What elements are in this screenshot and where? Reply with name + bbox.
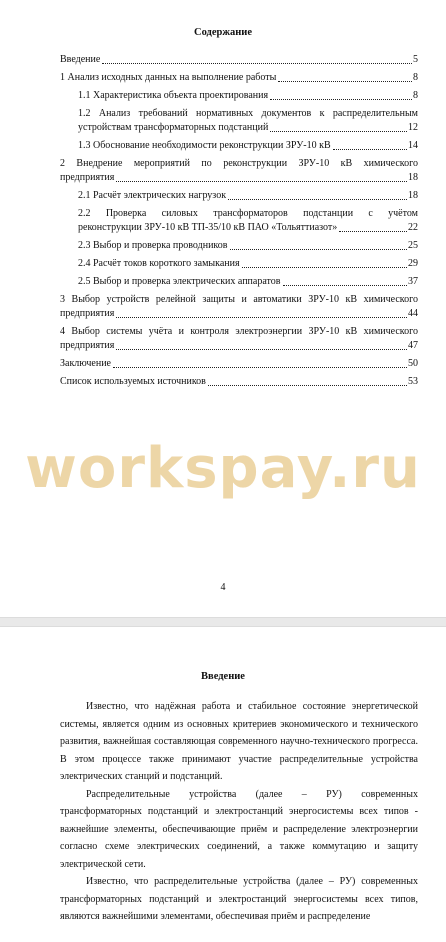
toc-entry[interactable]: [60, 89, 418, 103]
toc-entry[interactable]: [60, 257, 418, 271]
toc-entry-text: 1 Анализ исходных данных на выполнение работы: [60, 72, 277, 83]
toc-entry-text: 2.5 Выбор и проверка электрических аппаратов: [78, 276, 281, 287]
toc-title: Содержание: [194, 27, 252, 38]
toc-entry[interactable]: [60, 157, 418, 185]
toc-leader-dots: [230, 249, 407, 250]
toc-entry-page: 8: [413, 90, 418, 101]
toc-entry-page: 47: [408, 340, 418, 351]
toc-entry-text: 2.4 Расчёт токов короткого замыкания: [78, 258, 240, 269]
paragraph: Известно, что распределительные устройства (далее – РУ) современных трансформаторных подстанций и электростанций энергосистемы всех типов, являются важнейшими элементами, обеспечивая приём и распределение: [60, 876, 418, 922]
toc-leader-dots: [242, 267, 407, 268]
toc-entry-text: 2.3 Выбор и проверка проводников: [78, 240, 228, 251]
toc-entry[interactable]: [60, 139, 418, 153]
toc-leader-dots: [278, 81, 412, 82]
toc-entry[interactable]: [60, 325, 418, 353]
toc-entry-text: Заключение: [60, 358, 111, 369]
table-of-contents: [60, 53, 418, 393]
toc-entry-text: 1.3 Обоснование необходимости реконструкции ЗРУ-10 кВ: [78, 140, 331, 151]
toc-entry-page: 18: [408, 172, 418, 183]
watermark-text: workspay.ru: [25, 436, 421, 501]
toc-entry-page: 12: [408, 122, 418, 133]
toc-entry-text: 2.2 Проверка силовых трансформаторов подстанции с учётом: [78, 208, 418, 219]
toc-entry-text-cont: предприятия: [60, 340, 115, 351]
toc-entry-text: Введение: [60, 54, 101, 65]
toc-entry-page: 22: [408, 222, 418, 233]
toc-entry-text-cont: реконструкции ЗРУ-10 кВ ТП-35/10 кВ ПАО «Тольяттиазот»: [78, 222, 338, 233]
toc-entry-page: 5: [413, 54, 418, 65]
toc-entry-text: 1.2 Анализ требований нормативных документов к распределительным: [78, 108, 418, 119]
toc-entry[interactable]: [60, 275, 418, 289]
toc-entry-page: 37: [408, 276, 418, 287]
toc-leader-dots: [333, 149, 407, 150]
toc-leader-dots: [113, 367, 407, 368]
document-page-introduction: [0, 627, 446, 942]
toc-leader-dots: [228, 199, 407, 200]
toc-entry[interactable]: [60, 53, 418, 67]
toc-entry[interactable]: [60, 293, 418, 321]
toc-entry[interactable]: [60, 375, 418, 389]
page-number: 4: [220, 582, 226, 593]
toc-leader-dots: [270, 131, 407, 132]
toc-entry[interactable]: [60, 207, 418, 235]
paragraph: Известно, что надёжная работа и стабильное состояние энергетической системы, является одним из основных критериев экономического и технического развития, важнейшая составляющая современного научно-технического прогресса. В этом процессе также принимают участие распределительные устройства электрических станций и подстанций.: [60, 701, 418, 782]
toc-leader-dots: [283, 285, 408, 286]
toc-entry-text: 3 Выбор устройств релейной защиты и автоматики ЗРУ-10 кВ химического: [60, 294, 418, 305]
toc-leader-dots: [339, 231, 407, 232]
toc-leader-dots: [116, 317, 407, 318]
toc-entry-page: 29: [408, 258, 418, 269]
toc-entry-text-cont: устройствам трансформаторных подстанций: [78, 122, 269, 133]
toc-entry-page: 50: [408, 358, 418, 369]
toc-entry-text-cont: предприятия: [60, 172, 115, 183]
toc-entry[interactable]: [60, 357, 418, 371]
toc-entry[interactable]: [60, 71, 418, 85]
section-title: Введение: [201, 671, 245, 682]
toc-leader-dots: [116, 349, 407, 350]
toc-entry[interactable]: [60, 239, 418, 253]
toc-entry[interactable]: [60, 107, 418, 135]
toc-leader-dots: [102, 63, 412, 64]
page-separator: [0, 617, 446, 627]
toc-entry-text: 1.1 Характеристика объекта проектирования: [78, 90, 269, 101]
toc-leader-dots: [270, 99, 412, 100]
toc-leader-dots: [208, 385, 407, 386]
paragraph: Распределительные устройства (далее – РУ) современных трансформаторных подстанций и электростанций энергосистемы всех типов - важнейшие элементы, обеспечивающие приём и распределение электроэнергии согласно схеме электрических соединений, а также коммутацию и защиту электрической сети.: [60, 788, 418, 870]
toc-entry-page: 44: [408, 308, 418, 319]
toc-entry-text-cont: предприятия: [60, 308, 115, 319]
toc-entry-text: 4 Выбор системы учёта и контроля электроэнергии ЗРУ-10 кВ химического: [60, 326, 418, 337]
toc-entry-page: 14: [408, 140, 418, 151]
toc-leader-dots: [116, 181, 407, 182]
toc-entry-page: 18: [408, 190, 418, 201]
toc-entry-page: 8: [413, 72, 418, 83]
toc-entry-text: 2 Внедрение мероприятий по реконструкции ЗРУ-10 кВ химического: [60, 158, 418, 169]
toc-entry-page: 53: [408, 376, 418, 387]
intro-body: [60, 698, 418, 926]
toc-entry-page: 25: [408, 240, 418, 251]
toc-entry-text: Список используемых источников: [60, 376, 206, 387]
toc-entry[interactable]: [60, 189, 418, 203]
toc-entry-text: 2.1 Расчёт электрических нагрузок: [78, 190, 227, 201]
